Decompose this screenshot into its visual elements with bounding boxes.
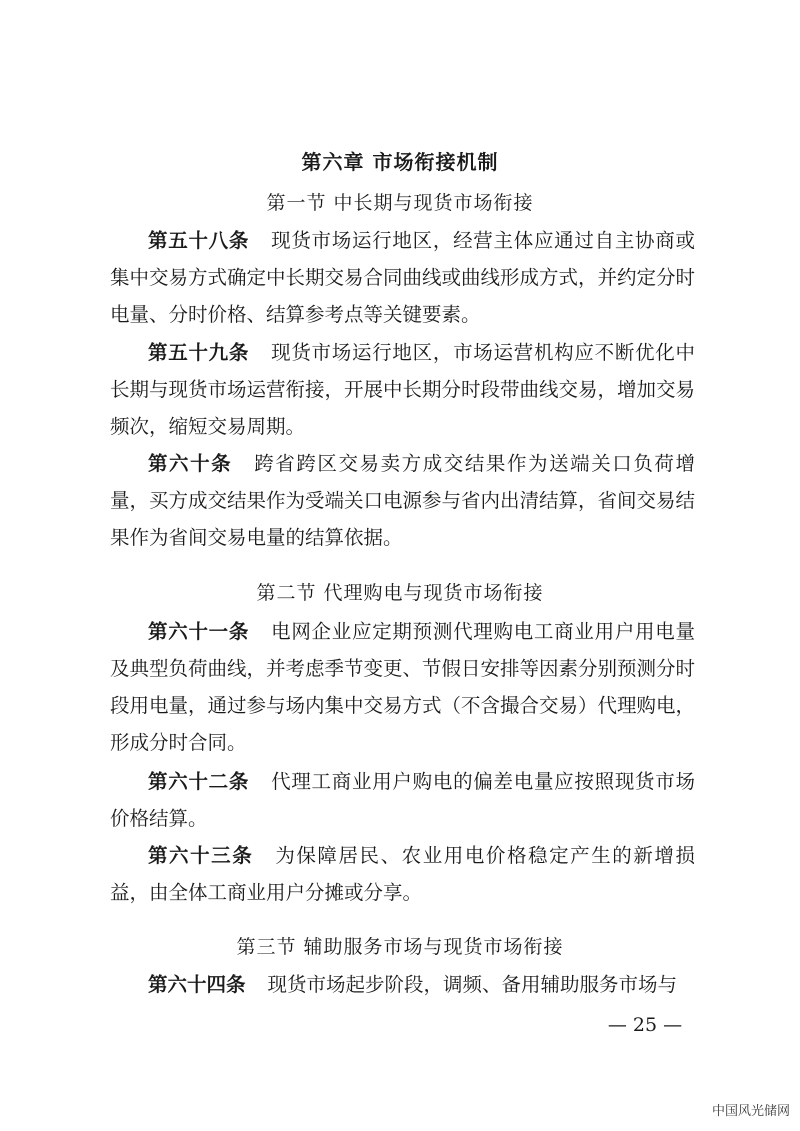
article-label: 第六十二条 [148,770,250,793]
section-title-2: 第二节 代理购电与现货市场衔接 [256,582,544,604]
page-number: — 25 — [607,1014,683,1036]
article-label: 第六十条 [148,452,233,475]
section-title-1: 第一节 中长期与现货市场衔接 [266,192,534,214]
article-text: 现货市场运行地区，经营主体应通过自主协商或集中交易方式确定中长期交易合同曲线或曲线形成方式，并约定分时电量、分时价格、结算参考点等关键要素。 [110,229,696,326]
article-label: 第六十四条 [148,973,246,996]
article-61 [110,613,695,761]
article-label: 第六十一条 [148,620,250,643]
article-label: 第六十三条 [148,844,254,867]
article-text: 现货市场起步阶段，调频、备用辅助服务市场与 [267,973,678,996]
article-58 [110,222,695,333]
watermark: 中国风光储网 [711,1104,790,1119]
article-text: 现货市场运行地区，市场运营机构应不断优化中长期与现货市场运营衔接，开展中长期分时段带曲线交易，增加交易频次，缩短交易周期。 [110,341,696,438]
article-59 [110,334,695,445]
chapter-title: 第六章 市场衔接机制 [301,150,499,174]
article-text: 电网企业应定期预测代理购电工商业用户用电量及典型负荷曲线，并考虑季节变更、节假日安排等因素分别预测分时段用电量，通过参与场内集中交易方式（不含撮合交易）代理购电，形成分时合同。 [110,620,696,754]
article-text: 跨省跨区交易卖方成交结果作为送端关口负荷增量，买方成交结果作为受端关口电源参与省内出清结算，省间交易结果作为省间交易电量的结算依据。 [110,452,696,549]
article-label: 第五十九条 [148,341,250,364]
article-64 [110,966,695,1003]
article-text: 为保障居民、农业用电价格稳定产生的新增损益，由全体工商业用户分摊或分享。 [110,844,695,904]
article-text: 代理工商业用户购电的偏差电量应按照现货市场价格结算。 [110,770,695,830]
article-62 [110,763,695,837]
article-63 [110,837,695,911]
article-label: 第五十八条 [148,229,250,252]
section-title-3: 第三节 辅助服务市场与现货市场衔接 [236,936,564,958]
article-60 [110,445,695,556]
